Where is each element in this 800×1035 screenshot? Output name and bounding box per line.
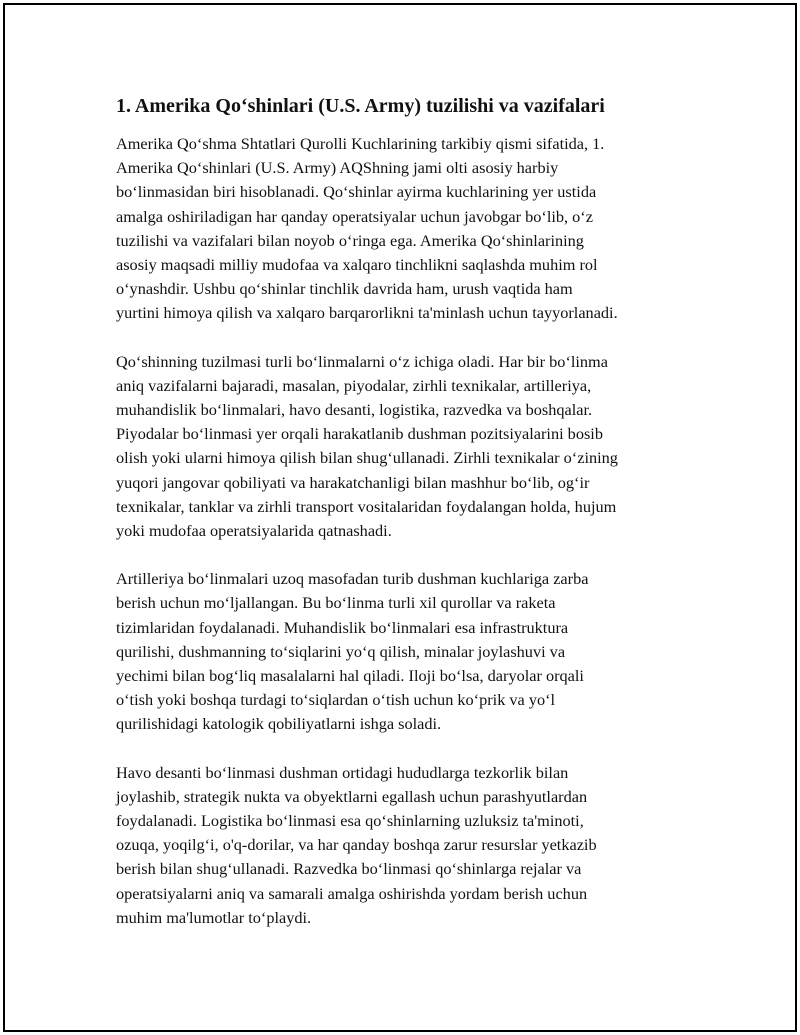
- text-line: yuqori jangovar qobiliyati va harakatchanligi bilan mashhur bo‘lib, og‘ir: [116, 472, 590, 492]
- paragraph-3: [116, 567, 696, 736]
- text-line: yoki mudofaa operatsiyalarida qatnashadi.: [116, 521, 392, 541]
- text-line: foydalanadi. Logistika bo‘linmasi esa qo‘shinlarning uzluksiz ta'minoti,: [116, 811, 584, 831]
- text-line: qurilishidagi katologik qobiliyatlarni ishga soladi.: [116, 714, 442, 734]
- text-line: aniq vazifalarni bajaradi, masalan, piyodalar, zirhli texnikalar, artilleriya,: [116, 375, 592, 395]
- text-line: Havo desanti bo‘linmasi dushman ortidagi hududlarga tezkorlik bilan: [116, 762, 569, 782]
- text-line: yechimi bilan bog‘liq masalalarni hal qiladi. Iloji bo‘lsa, daryolar orqali: [116, 666, 584, 686]
- text-line: ozuqa, yoqilg‘i, o'q-dorilar, va har qanday boshqa zarur resurslar yetkazib: [116, 835, 597, 855]
- text-line: muhim ma'lumotlar to‘playdi.: [116, 907, 312, 927]
- text-line: o‘tish yoki boshqa turdagi to‘siqlardan o‘tish uchun ko‘prik va yo‘l: [116, 690, 556, 710]
- text-line: qurilishi, dushmanning to‘siqlarini yo‘q qilish, minalar joylashuvi va: [116, 641, 566, 661]
- text-line: o‘ynashdir. Ushbu qo‘shinlar tinchlik davrida ham, urush vaqtida ham: [116, 279, 573, 299]
- text-line: asosiy maqsadi milliy mudofaa va xalqaro tinchlikni saqlashda muhim rol: [116, 255, 598, 275]
- text-line: joylashib, strategik nukta va obyektlarni egallash uchun parashyutlardan: [116, 786, 588, 806]
- text-line: Piyodalar bo‘linmasi yer orqali harakatlanib dushman pozitsiyalarini bosib: [116, 424, 603, 444]
- text-line: berish uchun mo‘ljallangan. Bu bo‘linma turli xil qurollar va raketa: [116, 593, 556, 613]
- text-line: yurtini himoya qilish va xalqaro barqarorlikni ta'minlash uchun tayyorlanadi.: [116, 303, 618, 323]
- paragraph-1: [116, 132, 696, 326]
- text-line: bo‘linmasidan biri hisoblanadi. Qo‘shinlar ayirma kuchlarining yer ustida: [116, 182, 597, 202]
- text-line: berish bilan shug‘ullanadi. Razvedka bo‘linmasi qo‘shinlarga rejalar va: [116, 859, 582, 879]
- text-line: texnikalar, tanklar va zirhli transport vositalaridan foydalangan holda, hujum: [116, 496, 617, 516]
- text-line: tuzilishi va vazifalari bilan noyob o‘ringa ega. Amerika Qo‘shinlarining: [116, 230, 584, 250]
- text-line: Artilleriya bo‘linmalari uzoq masofadan turib dushman kuchlariga zarba: [116, 569, 589, 589]
- paragraph-2: [116, 350, 696, 544]
- text-line: Amerika Qo‘shinlari (U.S. Army) AQShning jami olti asosiy harbiy: [116, 158, 559, 178]
- text-line: Qo‘shinning tuzilmasi turli bo‘linmalarni o‘z ichiga oladi. Har bir bo‘linma: [116, 351, 608, 371]
- text-line: olish yoki ularni himoya qilish bilan shug‘ullanadi. Zirhli texnikalar o‘zining: [116, 448, 618, 468]
- document-title: 1. Amerika Qo‘shinlari (U.S. Army) tuzilishi va vazifalari: [116, 95, 605, 117]
- text-line: muhandislik bo‘linmalari, havo desanti, logistika, razvedka va boshqalar.: [116, 400, 593, 420]
- text-line: Amerika Qo‘shma Shtatlari Qurolli Kuchlarining tarkibiy qismi sifatida, 1.: [116, 134, 605, 153]
- text-line: operatsiyalarni aniq va samarali amalga oshirishda yordam berish uchun: [116, 883, 588, 903]
- text-line: amalga oshiriladigan har qanday operatsiyalar uchun javobgar bo‘lib, o‘z: [116, 206, 593, 226]
- document-body: [116, 92, 696, 954]
- text-line: tizimlaridan foydalanadi. Muhandislik bo‘linmalari esa infrastruktura: [116, 617, 569, 637]
- paragraph-4: [116, 761, 696, 930]
